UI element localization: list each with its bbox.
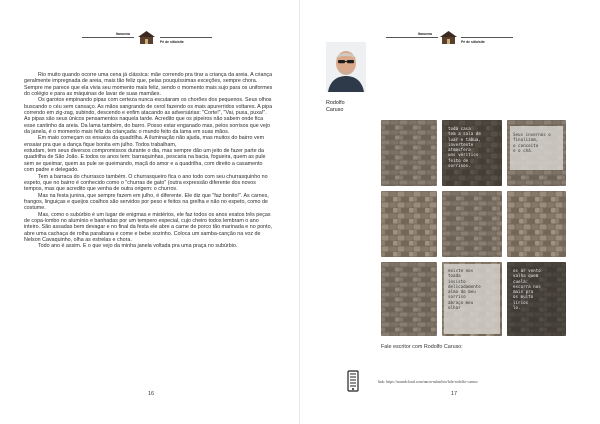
header-rule-left (82, 37, 134, 38)
hut-icon (137, 30, 156, 45)
poem-tile (442, 262, 502, 336)
author-first-name: Rodolfo (326, 100, 345, 106)
stone-tile (442, 191, 502, 257)
paragraph: estudam, tem seus diversos compromissos durante o dia, mas sempre dão um jeito de fazer parte da quadrilha de São João. E todos os anos tem: barraquinhas, pescaria na bacia, fogueira, quem as pule sem se queimar, quem as pule se queimando, maçã do amor e a quadrilha, com direito a casamento com padre e delegado. (24, 148, 266, 174)
paragraph: Mas na festa junina, que sempre fazem em julho, é diferente. Ele diz que "faz bonito!". As carnes, frangos, linguiças e queijos coalhos são servidos por peso e feitos na grelha e não no espeto, como de costume. (24, 192, 269, 212)
header-rule-right (461, 37, 513, 38)
hut-icon (439, 30, 458, 45)
soundcloud-link[interactable]: link: https://soundcloud.com/narra-suburbio/fala-rodolfo-caruso (378, 380, 478, 384)
author-portrait-image (326, 42, 366, 92)
header-label-left: Itanuena (116, 32, 130, 36)
header-label-right: Pé de sítio/site (160, 40, 184, 44)
paragraph: Rio muito quando ocorre uma cena já clássica: mãe correndo pra tirar a criança da areia. A criança geralmente impregnada de areia, mais tão feliz que, pelas pouquíssimas exceções, sempre chora. Sempre me parece que ela vivia seu momento mais feliz, sendo o momento mais sujo para os uniformes do colégio e para as máquinas de lavar de suas mamães. (24, 72, 273, 98)
poem-tile (442, 120, 502, 186)
poem-text: existe nos toada insisto delicadamente alma do meu sorriso abraço meu olhar (448, 268, 481, 311)
paragraph: Mas, como o subúrbio é um lugar de enigmas e mistérios, ele faz todos os anos exatos três peças de copa-lombo no alumínio e banhadas por um tempero especial, cujo cheiro todos lembram o ano inteiro. São assadas bem devagar e no final da festa ele abre a carne de porco tão marinada e no ponto, abre uma cachaça de rolha paraibana e come e bebe sozinho. Coloca um samba-canção na voz de Nelson Cavaquinho, olha as estrelas e chora. (24, 211, 273, 243)
paragraph: Todo ano é assim. E o que vejo da minha janela voltada pra uma praça no subúrbio. (38, 243, 238, 250)
author-photo (326, 42, 366, 92)
paragraph: Os garotos empinando pipas com certeza nunca escutaram os chorões dos pequenos. Seus olhos buscando o céu sem cansaço. As mãos sangrando de cerol fazendo os mais apurerridos voltares. A pipa correndo em zig-zag, subindo, descendo e enfim atacando as adversárias: "Corte!", "Vai, puxa, puxa!". As pipas são seus únicos pensamentos naquela tarde. Acredito que os pipeiros não sabem onde fica esse cantinho da areia. Da lama também, do barro. Posso estar enganado mas, pelos sorrisos que vejo da janela, é o momento mais feliz da criançada: o mundo feito da lama em suas mãos. (24, 97, 273, 136)
poem-stone-wall (381, 120, 566, 336)
stone-tile (381, 120, 437, 186)
caption: Fale escritor com Rodolfo Caruso: (381, 344, 463, 350)
author-name (326, 100, 345, 114)
stone-tile (507, 191, 566, 257)
poem-text: Seus invernos o finalizam, o conceito e o chá. (513, 132, 551, 153)
page-number: 16 (148, 391, 155, 397)
poem-text: toda casa tem a sala de luar e tábua, invertente atmosfera uns véritics feito de sorrisos. (448, 126, 481, 169)
header-label-left: Itanuena (418, 32, 432, 36)
header-rule-right (160, 37, 212, 38)
stone-tile (381, 191, 437, 257)
story-text (24, 72, 274, 250)
poem-text: os ar vento valha quem cuela: escorra nos mais pra os muito lírios lo. (513, 268, 541, 311)
author-last-name: Caruso (326, 107, 344, 113)
header-rule-left (386, 37, 438, 38)
page-number: 17 (451, 391, 458, 397)
header-label-right: Pé de sítio/site (461, 40, 485, 44)
poem-tile (507, 120, 566, 186)
radio-tower-icon (346, 370, 360, 392)
stone-tile (381, 262, 437, 336)
poem-tile (507, 262, 566, 336)
paragraph: Em maio começam os ensaios da quadrilha. A iluminação não ajuda, mas muitos do bairro vem ensaiar pra que a dança fique bonita em julho. Todos trabalham, (24, 135, 265, 148)
paragraph: Tem a barraca do churrasco também. O churrasqueiro fica o ano todo com seu churrasquinho no espeto, que no bairro é conhecido como o "churras de gato" (outra expressão diferente dos novos tempos, mas que acredito que venha de outra origem: o churros. (24, 173, 268, 193)
